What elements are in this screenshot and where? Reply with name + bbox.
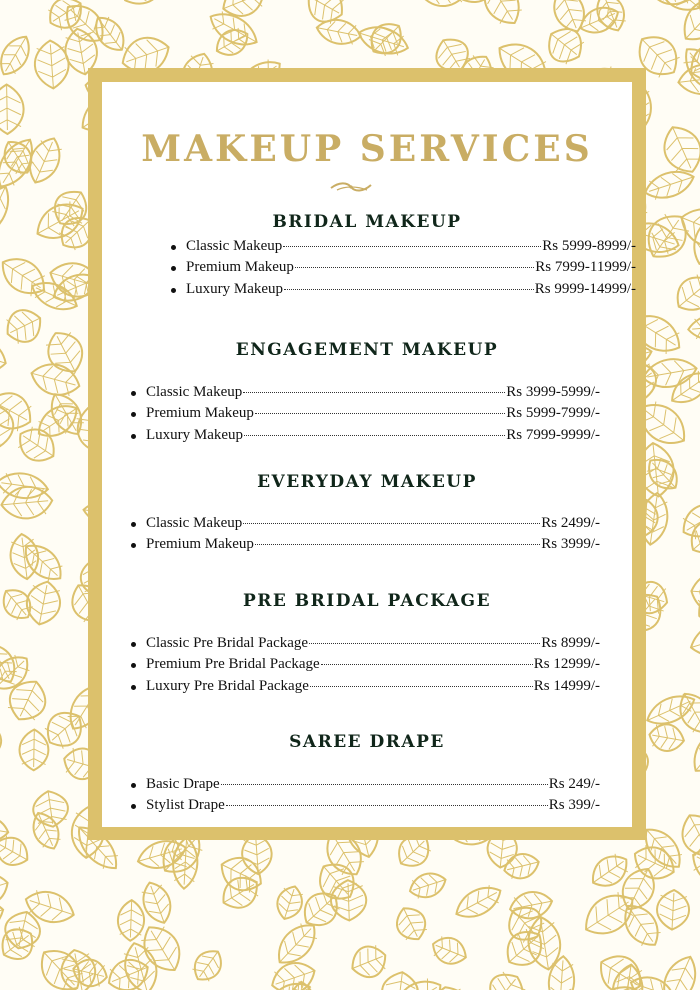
everyday-makeup-list [146, 515, 600, 558]
dot-leader [244, 435, 505, 436]
item-name: Luxury Makeup [146, 426, 244, 443]
item-name: Luxury Makeup [186, 280, 284, 297]
list-item [146, 384, 600, 405]
item-price: Rs 249/- [548, 776, 600, 792]
list-item [186, 259, 636, 280]
list-item [146, 405, 600, 426]
page-title: MAKEUP SERVICES [141, 128, 593, 170]
list-item [186, 238, 636, 259]
section-title-everyday-makeup: EVERYDAY MAKEUP [257, 472, 477, 492]
item-price: Rs 5999-8999/- [542, 238, 636, 254]
item-price: Rs 3999/- [541, 536, 600, 553]
list-item [146, 678, 600, 699]
item-name: Luxury Pre Bridal Package [146, 677, 309, 694]
item-name: Stylist Drape [146, 797, 225, 814]
engagement-makeup-list [146, 384, 600, 448]
list-item [146, 635, 600, 656]
section-title-bridal-makeup: BRIDAL MAKEUP [272, 212, 462, 232]
item-price: Rs 14999/- [533, 677, 600, 694]
dot-leader [255, 413, 505, 414]
item-price: Rs 8999/- [541, 635, 600, 651]
item-price: Rs 7999-11999/- [535, 259, 636, 276]
item-price: Rs 3999-5999/- [506, 384, 600, 400]
section-title-engagement-makeup: ENGAGEMENT MAKEUP [235, 340, 499, 360]
dot-leader [226, 805, 548, 806]
flourish-ornament-icon [329, 179, 373, 195]
item-name: Premium Makeup [146, 536, 254, 553]
item-name: Classic Makeup [146, 384, 243, 400]
dot-leader [243, 392, 505, 393]
item-price: Rs 9999-14999/- [534, 280, 636, 297]
dot-leader [255, 544, 540, 545]
section-title-saree-drape: SAREE DRAPE [289, 732, 445, 752]
item-price: Rs 2499/- [541, 515, 600, 531]
dot-leader [310, 686, 533, 687]
section-title-pre-bridal-package: PRE BRIDAL PACKAGE [242, 591, 492, 611]
pre-bridal-package-list [146, 635, 600, 699]
list-item [146, 776, 600, 797]
list-item [186, 281, 636, 302]
item-name: Premium Makeup [146, 405, 254, 422]
list-item [146, 515, 600, 536]
list-item [146, 427, 600, 448]
item-name: Classic Makeup [146, 515, 243, 531]
dot-leader [295, 267, 534, 268]
item-name: Classic Pre Bridal Package [146, 635, 309, 651]
bridal-makeup-list [186, 238, 636, 302]
item-price: Rs 5999-7999/- [506, 405, 600, 422]
dot-leader [321, 664, 533, 665]
item-name: Classic Makeup [186, 238, 283, 254]
list-item [146, 536, 600, 557]
dot-leader [221, 784, 548, 785]
item-price: Rs 7999-9999/- [506, 426, 600, 443]
list-item [146, 656, 600, 677]
saree-drape-list [146, 776, 600, 819]
item-price: Rs 12999/- [533, 656, 600, 673]
dot-leader [283, 246, 541, 247]
list-item [146, 797, 600, 818]
dot-leader [243, 523, 540, 524]
item-name: Premium Makeup [186, 259, 294, 276]
item-name: Premium Pre Bridal Package [146, 656, 320, 673]
dot-leader [309, 643, 540, 644]
dot-leader [284, 289, 534, 290]
item-name: Basic Drape [146, 776, 220, 792]
item-price: Rs 399/- [548, 797, 600, 814]
